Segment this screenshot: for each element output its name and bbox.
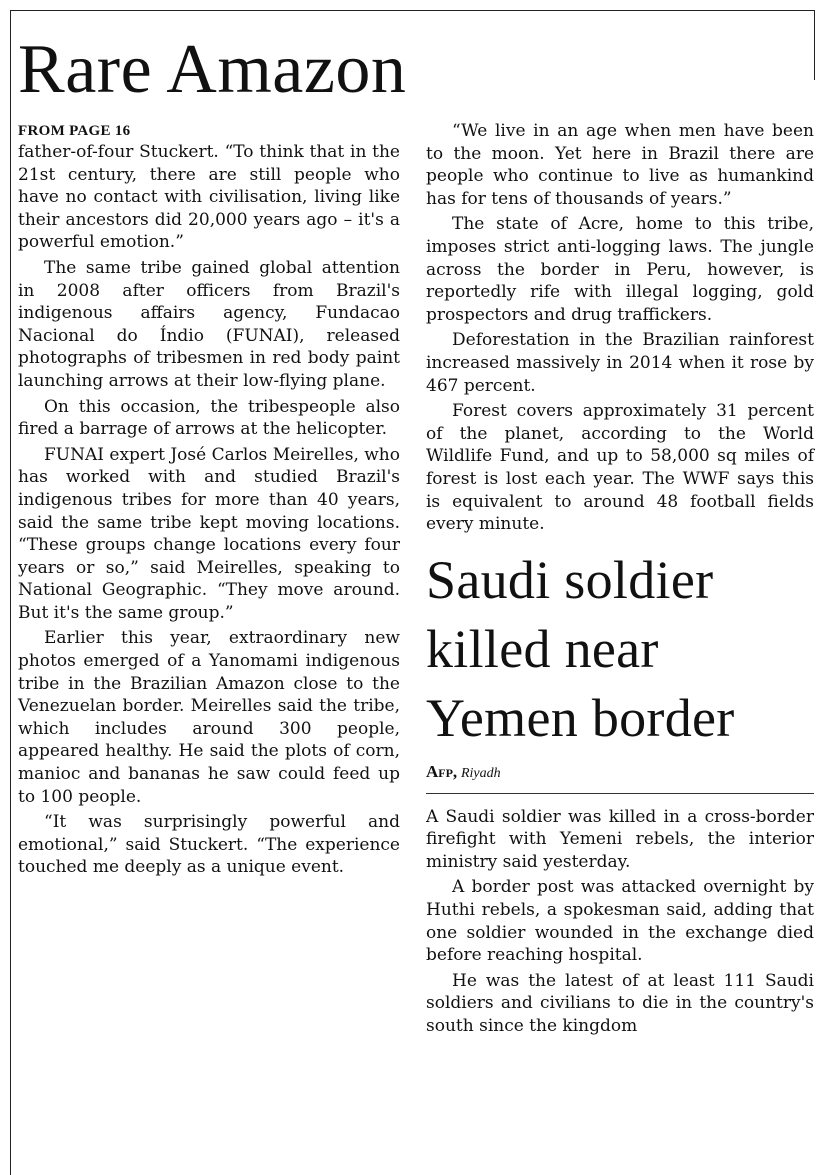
article-column-left [18,118,400,879]
paragraph: Earlier this year, extraordinary new photos emerged of a Yanomami indigenous tribe in the Brazilian Amazon close to the Venezuelan border. Meirelles said the tribe, which includes around 300 people, appeared healthy. He said the plots of corn, manioc and bananas he saw could feed up to 100 people. [18,628,400,807]
right-rule [814,10,815,80]
paragraph: The same tribe gained global attention in 2008 after officers from Brazil's indigenous affairs agency, Fundacao Nacional do Índio (FUNAI), released photographs of tribesmen in red body paint launching arrows at their low-flying plane. [18,257,400,391]
headline-line: Saudi soldier [426,549,714,610]
paragraph: Deforestation in the Brazilian rainforest increased massively in 2014 when it rose by 467 percent. [426,330,814,396]
top-rule [10,10,815,11]
second-article-headline [426,546,814,753]
headline-line: killed near [426,618,659,679]
article-headline: Rare Amazon [18,31,407,108]
byline-place: Riyadh [460,765,501,781]
paragraph: Forest covers approximately 31 percent of the planet, according to the World Wildlife Fund, and up to 58,000 sq miles of forest is lost each year. The WWF says this is equivalent to around 48 football fields every minute. [426,401,814,535]
paragraph: He was the latest of at least 111 Saudi soldiers and civilians to die in the country's south since the kingdom [426,970,814,1037]
paragraph: The state of Acre, home to this tribe, imposes strict anti-logging laws. The jungle across the border in Peru, however, is reportedly rife with illegal logging, gold prospectors and drug traffickers. [426,214,814,325]
left-rule [10,10,11,1175]
byline-rule [426,793,814,794]
byline-agency: Afp, [426,761,458,781]
paragraph: A Saudi soldier was killed in a cross-border firefight with Yemeni rebels, the interior ministry said yesterday. [426,806,814,872]
paragraph: On this occasion, the tribespeople also fired a barrage of arrows at the helicopter. [18,396,400,440]
headline-line: Yemen border [426,687,735,748]
byline [426,763,814,783]
continuation-kicker: FROM PAGE 16 [18,123,131,139]
paragraph: “We live in an age when men have been to the moon. Yet here in Brazil there are people who continue to live as humankind has for tens of thousands of years.” [426,121,814,209]
article-column-right [426,118,814,1038]
paragraph: A border post was attacked overnight by Huthi rebels, a spokesman said, adding that one soldier wounded in the exchange died before reaching hospital. [426,877,814,966]
paragraph: father-of-four Stuckert. “To think that in the 21st century, there are still people who have no contact with civilisation, living like their ancestors did 20,000 years ago – it's a powerful emotion.” [18,142,400,253]
paragraph: FUNAI expert José Carlos Meirelles, who has worked with and studied Brazil's indigenous tribes for more than 40 years, said the same tribe kept moving locations. “These groups change locations every four years or so,” said Meirelles, speaking to National Geographic. “They move around. But it's the same group.” [18,444,400,623]
paragraph: “It was surprisingly powerful and emotional,” said Stuckert. “The experience touched me deeply as a unique event. [18,812,400,878]
